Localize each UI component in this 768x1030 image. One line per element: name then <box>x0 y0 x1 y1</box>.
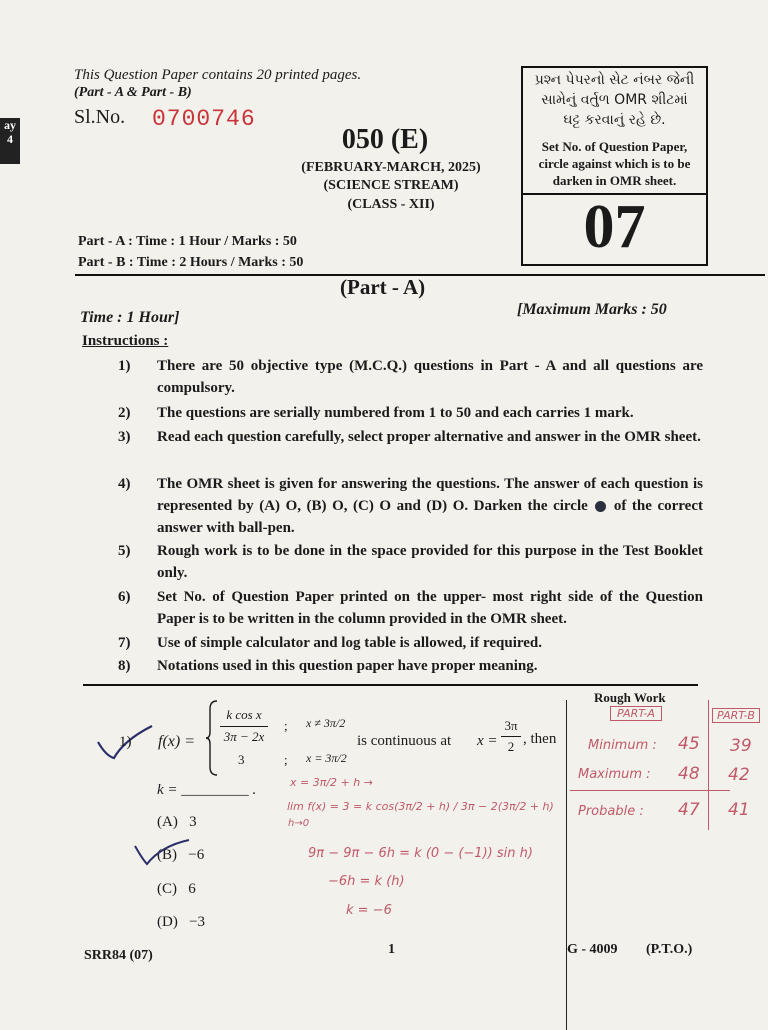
instructions-rule <box>83 684 698 686</box>
set-gujarati-line-3: ઘટ્ટ કરવાનું રહે છે. <box>563 112 666 128</box>
side-tab: ay 4 <box>0 118 20 164</box>
answer-blank: k = _________ . <box>157 782 257 798</box>
part-b-timing: Part - B : Time : 2 Hours / Marks : 50 <box>78 255 304 270</box>
serial-label: Sl.No. <box>74 106 126 128</box>
continuity-text: is continuous at <box>357 733 452 749</box>
time-label: Time : 1 Hour] <box>80 309 180 326</box>
rw-row-a: 45 <box>678 734 700 754</box>
scribble-line: lim f(x) = 3 = k cos(3π/2 + h) / 3π − 2(3π/2 + h) <box>287 800 554 813</box>
rw-row-line <box>570 790 730 791</box>
rw-row-b: 39 <box>730 736 752 756</box>
scribble-line: k = −6 <box>346 903 392 918</box>
case1-numerator: k cos x <box>226 707 262 722</box>
set-gujarati-line-1: પ્રશ્ન પેપરનો સેટ નંબર જેની <box>534 72 695 88</box>
case1-denominator: 3π − 2x <box>223 729 265 744</box>
scribble-line: 9π − 9π − 6h = k (0 − (−1)) sin h) <box>308 846 533 861</box>
paper-code: 050 (E) <box>341 124 429 155</box>
point-numerator: 3π <box>504 718 518 733</box>
case2-condition: x = 3π/2 <box>306 751 347 765</box>
case2-value: 3 <box>238 752 245 767</box>
scribble-line: x = 3π/2 + h → <box>290 776 373 789</box>
hw-part-b: PART-B <box>712 708 760 723</box>
rw-row-label: Minimum : <box>588 738 657 753</box>
rw-row-label: Probable : <box>578 804 644 819</box>
instruction-item: 8) Notations used in this question paper have proper meaning. <box>118 658 538 674</box>
rw-row-a: 48 <box>678 764 700 784</box>
instruction-item: 7) Use of simple calculator and log table is allowed, if required. <box>118 635 542 651</box>
max-marks-label: [Maximum Marks : 50 <box>517 301 667 318</box>
hw-part-a: PART-A <box>610 706 662 721</box>
fraction-bar <box>220 726 268 727</box>
set-gujarati-line-2: સામેનું વર્તુળ OMR શીટમાં <box>541 92 688 108</box>
instruction-item: 2) The questions are serially numbered from 1 to 50 and each carries 1 mark. <box>118 405 634 421</box>
instruction-item: 6) Set No. of Question Paper printed on the upper- most right side of the Question Paper is to be written in the column provided in the OMR sheet. <box>118 589 703 627</box>
part-a-timing: Part - A : Time : 1 Hour / Marks : 50 <box>78 234 297 249</box>
scribble-line: h→0 <box>288 818 310 829</box>
case1-condition: x ≠ 3π/2 <box>306 716 346 730</box>
instruction-item: 4) The OMR sheet is given for answering the questions. The answer of each question is represented by (A) O, (B) O, (C) O and (D) O. Darken the circle of the correct answer with ball-pen. <box>118 476 703 536</box>
instruction-item: 1) There are 50 objective type (M.C.Q.) questions in Part - A and all questions are compulsory. <box>118 358 703 396</box>
footer-code: SRR84 (07) <box>84 948 153 963</box>
option-a[interactable]: (A) 3 <box>157 814 197 830</box>
rw-column-line <box>708 700 709 830</box>
exam-session: (FEBRUARY-MARCH, 2025) <box>301 160 481 175</box>
rough-work-divider <box>566 700 567 1030</box>
part-heading: (Part - A) <box>340 275 426 299</box>
point-label: x = <box>477 733 498 749</box>
scribble-line: −6h = k (h) <box>328 874 405 889</box>
stream: (SCIENCE STREAM) <box>323 178 459 193</box>
option-b[interactable]: (B) −6 <box>157 847 205 863</box>
set-english-line-1: Set No. of Question Paper, <box>541 139 688 154</box>
page-number: 1 <box>388 942 395 957</box>
set-english-line-3: darken in OMR sheet. <box>552 173 677 188</box>
parts-note: (Part - A & Part - B) <box>74 85 192 100</box>
option-d[interactable]: (D) −3 <box>157 914 206 930</box>
filled-circle-icon <box>595 501 606 512</box>
instructions-heading: Instructions : <box>82 333 169 349</box>
class-label: (CLASS - XII) <box>347 197 435 212</box>
function-label: f(x) = <box>158 733 195 750</box>
set-number-box <box>521 66 708 266</box>
set-english-line-2: circle against which is to be <box>538 156 691 171</box>
set-number: 07 <box>583 193 646 261</box>
rough-work-label: Rough Work <box>594 690 666 705</box>
rw-row-b: 41 <box>728 800 750 820</box>
serial-number: 0700746 <box>152 106 256 132</box>
instruction-item: 5) Rough work is to be done in the space provided for this purpose in the Test Booklet only. <box>118 543 703 581</box>
piecewise-brace-icon <box>205 699 219 777</box>
footer-g-code: G - 4009 <box>567 942 618 957</box>
page-count: This Question Paper contains 20 printed pages. <box>74 67 362 83</box>
pto-label: (P.T.O.) <box>646 942 693 957</box>
rw-row-a: 47 <box>678 800 700 820</box>
rw-row-b: 42 <box>728 765 750 785</box>
instruction-item: 3) Read each question carefully, select proper alternative and answer in the OMR sheet. <box>118 429 701 445</box>
point-denominator: 2 <box>507 739 515 754</box>
then-text: , then <box>523 731 557 747</box>
option-c[interactable]: (C) 6 <box>157 881 196 897</box>
rw-row-label: Maximum : <box>578 767 651 782</box>
option-b-tick-icon <box>133 838 191 868</box>
question-number: 1) <box>119 734 132 750</box>
